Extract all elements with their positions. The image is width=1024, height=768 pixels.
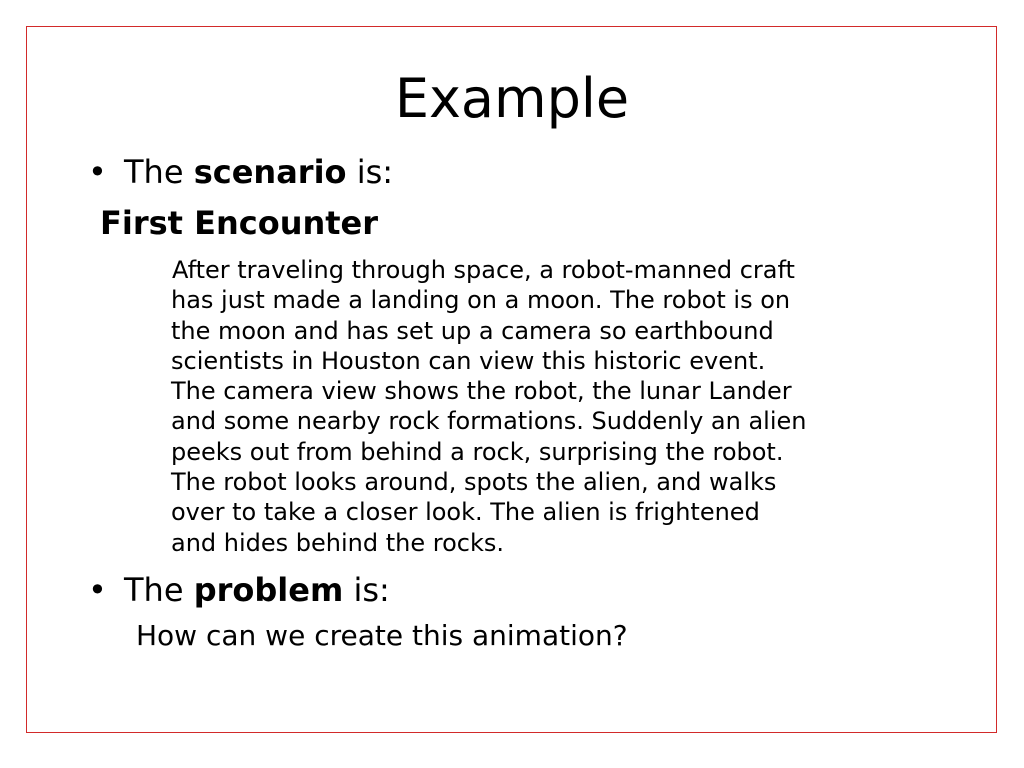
description-line: and hides behind the rocks. (171, 528, 505, 557)
description-line: the moon and has set up a camera so earthbound (171, 316, 774, 345)
description-line: has just made a landing on a moon. The robot is on (171, 286, 791, 315)
description-line: The robot looks around, spots the alien, and walks (171, 468, 777, 497)
scenario-keyword: scenario (193, 153, 347, 191)
bullet-icon: • (88, 153, 107, 191)
scenario-name: First Encounter (100, 204, 379, 242)
scenario-bullet (88, 153, 394, 191)
description-line: and some nearby rock formations. Suddenly an alien (171, 407, 807, 436)
problem-question: How can we create this animation? (136, 619, 628, 652)
description-line: over to take a closer look. The alien is frightened (171, 498, 760, 527)
problem-bullet (88, 571, 390, 609)
description-line: The camera view shows the robot, the lunar Lander (171, 377, 792, 406)
description-line: scientists in Houston can view this historic event. (171, 346, 766, 375)
problem-suffix: is: (353, 571, 390, 609)
scenario-prefix: The (124, 153, 184, 191)
slide-title: Example (394, 67, 630, 130)
description-line: peeks out from behind a rock, surprising the robot. (171, 437, 784, 466)
description-line: After traveling through space, a robot-manned craft (172, 256, 795, 284)
scenario-suffix: is: (356, 153, 394, 191)
problem-prefix: The (124, 571, 184, 609)
problem-keyword: problem (193, 571, 344, 609)
bullet-icon: • (88, 571, 107, 609)
scenario-description (171, 255, 941, 558)
